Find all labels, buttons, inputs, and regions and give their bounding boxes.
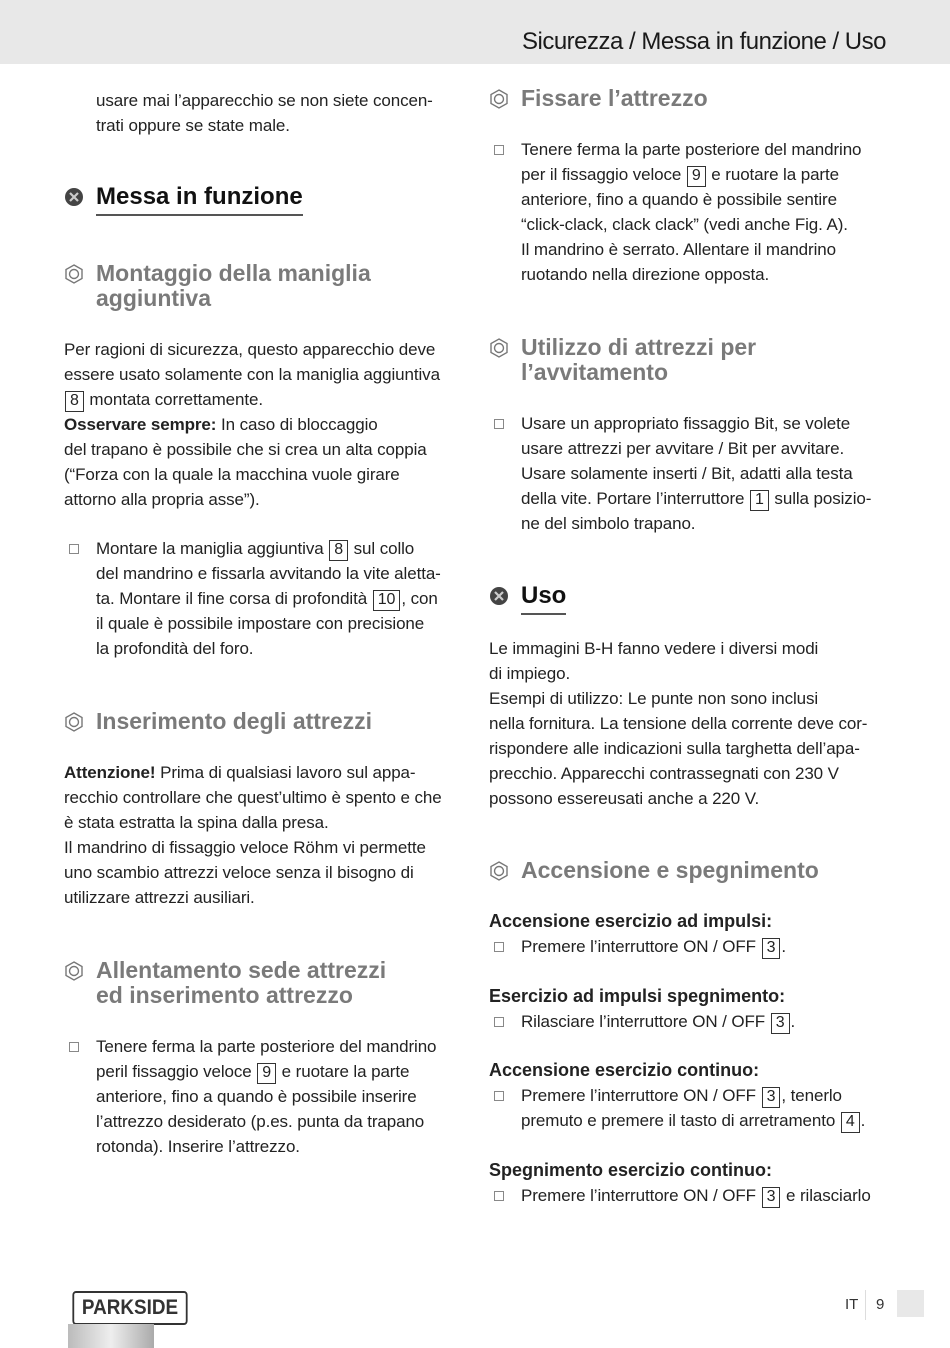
page-header (0, 0, 950, 64)
checkbox-bullet-icon (494, 1017, 504, 1027)
text-line (489, 786, 889, 811)
subsection-title-line: Fissare l’attrezzo (521, 85, 708, 111)
checkbox-bullet-icon (69, 1042, 79, 1052)
page-number: 9 (876, 1296, 885, 1313)
bullet-item (96, 1034, 496, 1159)
checkbox-bullet-icon (494, 1091, 504, 1101)
part-number-ref: 1 (750, 490, 769, 511)
text-line (489, 711, 889, 736)
text-line (489, 636, 889, 661)
text-span: rispondere alle indicazioni sulla targhetta dell’apa- (489, 739, 860, 758)
text-span: premuto e premere il tasto di arretramento (521, 1111, 840, 1130)
text-span: essere usato solamente con la maniglia aggiuntiva (64, 365, 440, 384)
text-line (96, 1109, 496, 1134)
header-title: Sicurezza / Messa in funzione / Uso (521, 28, 886, 55)
text-line (64, 437, 464, 462)
text-span: e ruotare la parte (706, 165, 839, 184)
text-line (521, 187, 921, 212)
text-line (521, 162, 921, 187)
bold-text: Osservare sempre: (64, 415, 217, 434)
text-span: (“Forza con la quale la macchina vuole girare (64, 465, 400, 484)
text-span: ne del simbolo trapano. (521, 514, 696, 533)
bold-text: Attenzione! (64, 763, 156, 782)
section-title: Messa in funzione (96, 182, 303, 216)
text-line (489, 736, 889, 761)
hex-nut-icon (64, 264, 84, 284)
bold-label-text: Accensione esercizio ad impulsi: (489, 911, 773, 931)
text-line (96, 536, 496, 561)
text-line (96, 1034, 496, 1059)
text-span: recchio controllare che quest’ultimo è spento e che (64, 788, 442, 807)
text-span: , tenerlo (781, 1086, 842, 1105)
bullet-item (96, 536, 496, 661)
subsection-heading (521, 858, 921, 883)
text-span: Le immagini B-H fanno vedere i diversi modi (489, 639, 819, 658)
part-number-ref: 3 (762, 1187, 781, 1208)
checkbox-bullet-icon (494, 145, 504, 155)
text-span: sulla posizio- (769, 489, 872, 508)
text-span: utilizzare attrezzi ausiliari. (64, 888, 255, 907)
text-span: è stata estratta la spina dalla presa. (64, 813, 329, 832)
bold-label (489, 1158, 889, 1183)
bold-label-text: Spegnimento esercizio continuo: (489, 1160, 773, 1180)
bullet-item (521, 1009, 921, 1034)
text-span: Usare solamente inserti / Bit, adatti alla testa (521, 464, 853, 483)
subsection-heading (96, 261, 496, 311)
text-line (96, 611, 496, 636)
text-span: Premere l’interruttore ON / OFF (521, 1086, 761, 1105)
parkside-logo: PARKSIDE (72, 1291, 187, 1325)
screw-head-icon (489, 586, 509, 606)
text-span: montata correttamente. (84, 390, 263, 409)
text-span: possono essereusati anche a 220 V. (489, 789, 760, 808)
text-line (64, 835, 464, 860)
text-span: precchio. Apparecchi contrassegnati con 230 V (489, 764, 839, 783)
subsection-title-line: Utilizzo di attrezzi per (521, 334, 757, 360)
text-span: peril fissaggio veloce (96, 1062, 257, 1081)
text-span: di impiego. (489, 664, 571, 683)
text-line (521, 237, 921, 262)
subsection-heading (521, 335, 921, 385)
text-line (489, 686, 889, 711)
subsection-title-line: Montaggio della maniglia (96, 260, 371, 286)
section-title: Uso (521, 581, 566, 615)
text-span: Per ragioni di sicurezza, questo apparecchio deve (64, 340, 436, 359)
part-number-ref: 8 (329, 540, 348, 561)
subsection-heading (521, 86, 921, 111)
text-span: del trapano è possibile che si crea un alta coppia (64, 440, 427, 459)
checkbox-bullet-icon (494, 942, 504, 952)
hex-nut-icon (489, 338, 509, 358)
bullet-item (521, 1083, 921, 1133)
text-line (96, 561, 496, 586)
text-span: Tenere ferma la parte posteriore del mandrino (521, 140, 862, 159)
text-line (64, 462, 464, 487)
bullet-item (521, 411, 921, 536)
part-number-ref: 3 (762, 1087, 781, 1108)
text-span: Prima di qualsiasi lavoro sul appa- (155, 763, 416, 782)
text-span: del mandrino e fissarla avvitando la vite aletta- (96, 564, 441, 583)
bold-label (489, 984, 889, 1009)
bullet-item (521, 1183, 921, 1208)
text-line (64, 760, 464, 785)
text-line (489, 761, 889, 786)
text-line (64, 387, 464, 412)
paragraph (96, 88, 496, 138)
text-span: il quale è possibile impostare con precisione (96, 614, 425, 633)
text-line (64, 412, 464, 437)
text-line (521, 1108, 921, 1133)
text-line (521, 1183, 921, 1208)
text-span: uno scambio attrezzi veloce senza il bisogno di (64, 863, 414, 882)
text-line (521, 486, 921, 511)
part-number-ref: 9 (687, 166, 706, 187)
footer-divider (865, 1290, 866, 1320)
text-span: la profondità del foro. (96, 639, 254, 658)
checkbox-bullet-icon (69, 544, 79, 554)
text-span: Il mandrino è serrato. Allentare il mandrino (521, 240, 836, 259)
text-span: Usare un appropriato fissaggio Bit, se volete (521, 414, 851, 433)
hex-nut-icon (64, 961, 84, 981)
paragraph (489, 636, 889, 811)
text-span: ta. Montare il fine corsa di profondità (96, 589, 372, 608)
text-span: Premere l’interruttore ON / OFF (521, 1186, 761, 1205)
text-span: usare mai l’apparecchio se non siete concen- (96, 91, 433, 110)
bullet-item (521, 934, 921, 959)
paragraph (64, 760, 464, 910)
text-line (521, 511, 921, 536)
text-span: . (790, 1012, 796, 1031)
section-heading (521, 581, 921, 615)
bold-label-text: Esercizio ad impulsi spegnimento: (489, 986, 786, 1006)
section-heading (96, 182, 496, 216)
text-line (521, 411, 921, 436)
bold-label (489, 909, 889, 934)
text-line (96, 1084, 496, 1109)
text-line (64, 885, 464, 910)
text-line (96, 1134, 496, 1159)
part-number-ref: 3 (771, 1013, 790, 1034)
text-line (64, 785, 464, 810)
text-line (64, 487, 464, 512)
text-line (521, 461, 921, 486)
text-line (521, 436, 921, 461)
text-span: anteriore, fino a quando è possibile inserire (96, 1087, 417, 1106)
text-line (96, 586, 496, 611)
part-number-ref: 8 (65, 391, 84, 412)
text-span: usare attrezzi per avvitare / Bit per avvitare. (521, 439, 845, 458)
subsection-title-line: Allentamento sede attrezzi (96, 957, 387, 983)
checkbox-bullet-icon (494, 1191, 504, 1201)
text-line (64, 810, 464, 835)
text-span: . (860, 1111, 866, 1130)
part-number-ref: 10 (373, 590, 401, 611)
text-line (64, 860, 464, 885)
text-span: Rilasciare l’interruttore ON / OFF (521, 1012, 770, 1031)
text-line (521, 212, 921, 237)
text-span: anteriore, fino a quando è possibile sentire (521, 190, 837, 209)
bold-label-text: Accensione esercizio continuo: (489, 1060, 760, 1080)
text-line (96, 1059, 496, 1084)
text-span: , con (401, 589, 438, 608)
paragraph (64, 337, 464, 512)
text-line (96, 88, 496, 113)
hex-nut-icon (64, 712, 84, 732)
text-span: per il fissaggio veloce (521, 165, 686, 184)
text-span: della vite. Portare l’interruttore (521, 489, 749, 508)
text-span: l’attrezzo desiderato (p.es. punta da trapano (96, 1112, 425, 1131)
hex-nut-icon (489, 861, 509, 881)
text-span: ruotando nella direzione opposta. (521, 265, 770, 284)
text-span: Premere l’interruttore ON / OFF (521, 937, 761, 956)
subsection-heading (96, 958, 496, 1008)
bold-label (489, 1058, 889, 1083)
subsection-title-line: Accensione e spegnimento (521, 857, 819, 883)
subsection-title-line: l’avvitamento (521, 359, 668, 385)
text-span: Esempi di utilizzo: Le punte non sono inclusi (489, 689, 819, 708)
text-line (64, 337, 464, 362)
bullet-item (521, 137, 921, 287)
text-span: Montare la maniglia aggiuntiva (96, 539, 329, 558)
text-span: Tenere ferma la parte posteriore del mandrino (96, 1037, 437, 1056)
text-line (489, 661, 889, 686)
subsection-title-line: Inserimento degli attrezzi (96, 708, 373, 734)
page-tab-marker (897, 1290, 924, 1317)
text-span: In caso di bloccaggio (216, 415, 378, 434)
text-span: rotonda). Inserire l’attrezzo. (96, 1137, 300, 1156)
logo-decoration (68, 1324, 154, 1348)
text-line (96, 636, 496, 661)
text-span: e rilasciarlo (781, 1186, 871, 1205)
text-line (521, 1009, 921, 1034)
checkbox-bullet-icon (494, 419, 504, 429)
text-span: attorno alla propria asse”). (64, 490, 260, 509)
text-span: nella fornitura. La tensione della corrente deve cor- (489, 714, 868, 733)
text-line (64, 362, 464, 387)
text-line (521, 262, 921, 287)
text-span: e ruotare la parte (277, 1062, 410, 1081)
text-span: sul collo (349, 539, 415, 558)
text-span: Il mandrino di fissaggio veloce Röhm vi permette (64, 838, 426, 857)
part-number-ref: 3 (762, 938, 781, 959)
text-line (521, 1083, 921, 1108)
part-number-ref: 9 (257, 1063, 276, 1084)
text-line (521, 934, 921, 959)
text-span: trati oppure se state male. (96, 116, 290, 135)
subsection-title-line: ed inserimento attrezzo (96, 982, 353, 1008)
hex-nut-icon (489, 89, 509, 109)
part-number-ref: 4 (841, 1112, 860, 1133)
text-span: “click-clack, clack clack” (vedi anche Fig. A). (521, 215, 848, 234)
subsection-heading (96, 709, 496, 734)
text-span: . (781, 937, 787, 956)
language-code: IT (845, 1296, 859, 1313)
subsection-title-line: aggiuntiva (96, 285, 212, 311)
screw-head-icon (64, 187, 84, 207)
text-line (96, 113, 496, 138)
text-line (521, 137, 921, 162)
